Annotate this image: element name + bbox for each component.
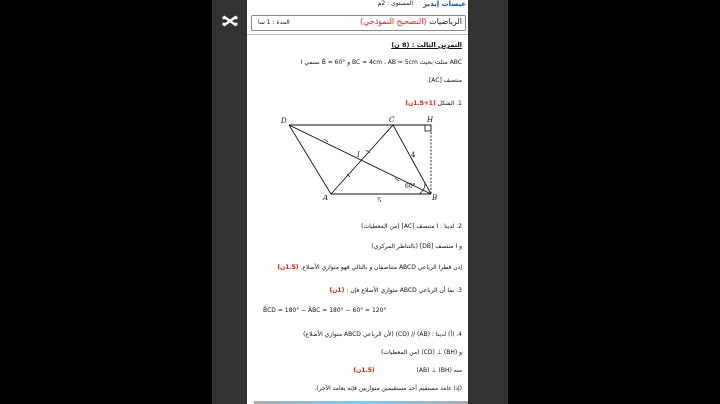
exercise-heading: التمرين الثالث : (8 ن) xyxy=(391,41,462,49)
q2-line-3 xyxy=(277,264,462,271)
q3-line-1 xyxy=(330,287,462,294)
document-page xyxy=(247,0,468,404)
label-BC-length: 4 xyxy=(411,151,416,159)
q2-line-1: 2. لدينا : I منتصف [AC] (من المعطيات) xyxy=(361,223,462,230)
q2-points: (1.5ن) xyxy=(277,264,299,271)
label-AB-length: 5 xyxy=(377,197,382,202)
q3-text: 3. بما أن الرباعي ABCD متوازي الأضلاع فإن : xyxy=(346,287,462,294)
label-angle-B: 60° xyxy=(405,183,416,190)
q4-statement: منه (BH) ⊥ (AB) xyxy=(416,367,462,374)
q1-points: (1+1.5ن) xyxy=(405,100,436,107)
label-B: B xyxy=(432,194,438,202)
title-subject: الرياضيات xyxy=(429,17,462,26)
label-I: I xyxy=(357,151,360,159)
label-D: D xyxy=(281,117,287,125)
q4-line-3 xyxy=(353,367,462,374)
duration-label: المدة : 1 سا xyxy=(258,19,290,26)
brand-name: عيسات إيدير xyxy=(423,0,466,8)
label-A: A xyxy=(323,194,329,202)
q2-line-2: و I منتصف [DB] (بالتناظر المركزي) xyxy=(371,243,462,250)
left-toolbar-strip xyxy=(212,0,247,404)
level-label: المستوى : 2م xyxy=(377,0,413,7)
q3-points: (1ن) xyxy=(329,287,345,294)
right-background xyxy=(508,0,720,404)
title-correction: (التصحيح النموذجي) xyxy=(359,17,427,26)
question-1 xyxy=(405,100,462,107)
q1-label: 1. الشكل xyxy=(437,100,462,107)
q3-equation: B̂CD = 180° − ÂBC = 180° − 60° = 120° xyxy=(263,307,387,314)
title-box xyxy=(251,15,466,31)
q2-conclusion: إذن قطرا الرباعي ABCD متناصفان و بالتالي فهو متوازي الأضلاع. xyxy=(300,264,462,271)
q4-line-2: و (BH) ⊥ (CD) (من المعطيات) xyxy=(380,349,462,356)
q4-line-1: 4. (أ) لدينا : (AB) // (CD) (لأن الرباعي ABCD متوازي الأضلاع) xyxy=(303,331,462,338)
capcut-logo-icon[interactable] xyxy=(221,12,239,30)
statement-line-1: ABC مثلث بحيث BC = 4cm ، AB = 5cm و B̂ = 60° نسمي I xyxy=(300,59,462,66)
left-background xyxy=(0,0,212,404)
right-toolbar-strip xyxy=(468,0,508,404)
page-header xyxy=(247,0,468,9)
statement-line-2: منتصف [AC]. xyxy=(427,77,462,84)
label-H: H xyxy=(427,116,434,124)
q4-points: (1.5ن) xyxy=(353,367,375,374)
page-title xyxy=(360,17,462,26)
q4-line-4: (إذا عامد مستقيم أحد مستقيمين متوازيين فإنه يعامد الآخر). xyxy=(314,385,462,392)
label-C: C xyxy=(389,116,395,124)
parallelogram-figure xyxy=(277,112,459,202)
header-divider xyxy=(247,34,468,35)
